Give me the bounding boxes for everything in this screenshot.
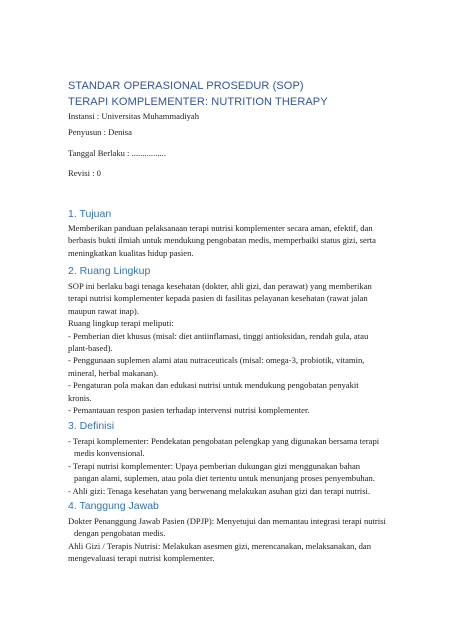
text-line: kronis.	[68, 392, 92, 403]
text-line: meningkatkan kualitas hidup pasien.	[68, 247, 194, 258]
meta-tanggal-berlaku: Tanggal Berlaku : ................	[68, 148, 166, 158]
text-line: Memberikan panduan pelaksanaan terapi nutrisi komplementer secara aman, efektif, dan	[68, 223, 373, 233]
text-line: - Terapi nutrisi komplementer: Upaya pemberian dukungan gizi menggunakan bahan	[68, 460, 361, 471]
text-line: - Terapi komplementer: Pendekatan pengobatan pelengkap yang digunakan bersama terapi	[68, 436, 380, 446]
text-line: Ahli Gizi / Terapis Nutrisi: Melakukan asesmen gizi, merencanakan, melaksanakan, dan	[68, 540, 372, 551]
text-line: dengan pengobatan medis.	[74, 528, 166, 539]
meta-penyusun: Penyusun : Denisa	[68, 127, 132, 137]
heading-definisi: 3. Definisi	[68, 420, 115, 432]
paragraph-ruang-lingkup	[68, 280, 413, 416]
heading-ruang-lingkup: 2. Ruang Lingkup	[68, 265, 151, 277]
text-line: terapi nutrisi komplementer kepada pasien di fasilitas pelayanan kesehatan (rawat jalan	[68, 293, 368, 304]
paragraph-definisi	[68, 435, 413, 497]
text-line: - Penggunaan suplemen alami atau nutraceuticals (misal: omega-3, probiotik, vitamin,	[68, 355, 365, 366]
text-line: - Pemantauan respon pasien terhadap intervensi nutrisi komplementer.	[68, 404, 310, 415]
paragraph-tanggung-jawab	[68, 515, 413, 565]
heading-tanggung-jawab: 4. Tanggung Jawab	[68, 500, 159, 512]
text-line: mineral, herbal makanan).	[68, 367, 159, 378]
meta-instansi: Instansi : Universitas Muhammadiyah	[68, 111, 200, 121]
text-line: Dokter Penanggung Jawab Pasien (DPJP): Menyetujui dan memantau integrasi terapi nutrisi	[68, 516, 386, 526]
text-line: - Pemberian diet khusus (misal: diet antiinflamasi, tinggi antioksidan, rendah gula, atau	[68, 330, 369, 341]
text-line: mengevaluasi terapi nutrisi komplementer.	[68, 553, 215, 564]
text-line: Ruang lingkup terapi meliputi:	[68, 318, 174, 329]
text-line: plant-based).	[68, 342, 113, 353]
text-line: - Ahli gizi: Tenaga kesehatan yang berwenang melakukan asuhan gizi dan terapi nutrisi.	[68, 485, 371, 496]
text-line: maupun rawat inap).	[68, 305, 139, 316]
heading-tujuan: 1. Tujuan	[68, 208, 112, 220]
text-line: medis konvensional.	[74, 448, 145, 459]
meta-revisi: Revisi : 0	[68, 168, 101, 178]
text-line: - Pengaturan pola makan dan edukasi nutrisi untuk mendukung pengobatan penyakit	[68, 380, 359, 391]
document-title-line-2: TERAPI KOMPLEMENTER: NUTRITION THERAPY	[68, 96, 328, 108]
text-line: SOP ini berlaku bagi tenaga kesehatan (dokter, ahli gizi, dan perawat) yang memberikan	[68, 281, 372, 291]
text-line: pangan alami, suplemen, atau pola diet tertentu untuk menunjang proses penyembuhan.	[74, 473, 375, 484]
paragraph-tujuan	[68, 222, 413, 259]
document-title-line-1: STANDAR OPERASIONAL PROSEDUR (SOP)	[68, 80, 304, 92]
text-line: berbasis bukti ilmiah untuk mendukung pengobatan medis, memperbaiki status gizi, serta	[68, 235, 376, 246]
